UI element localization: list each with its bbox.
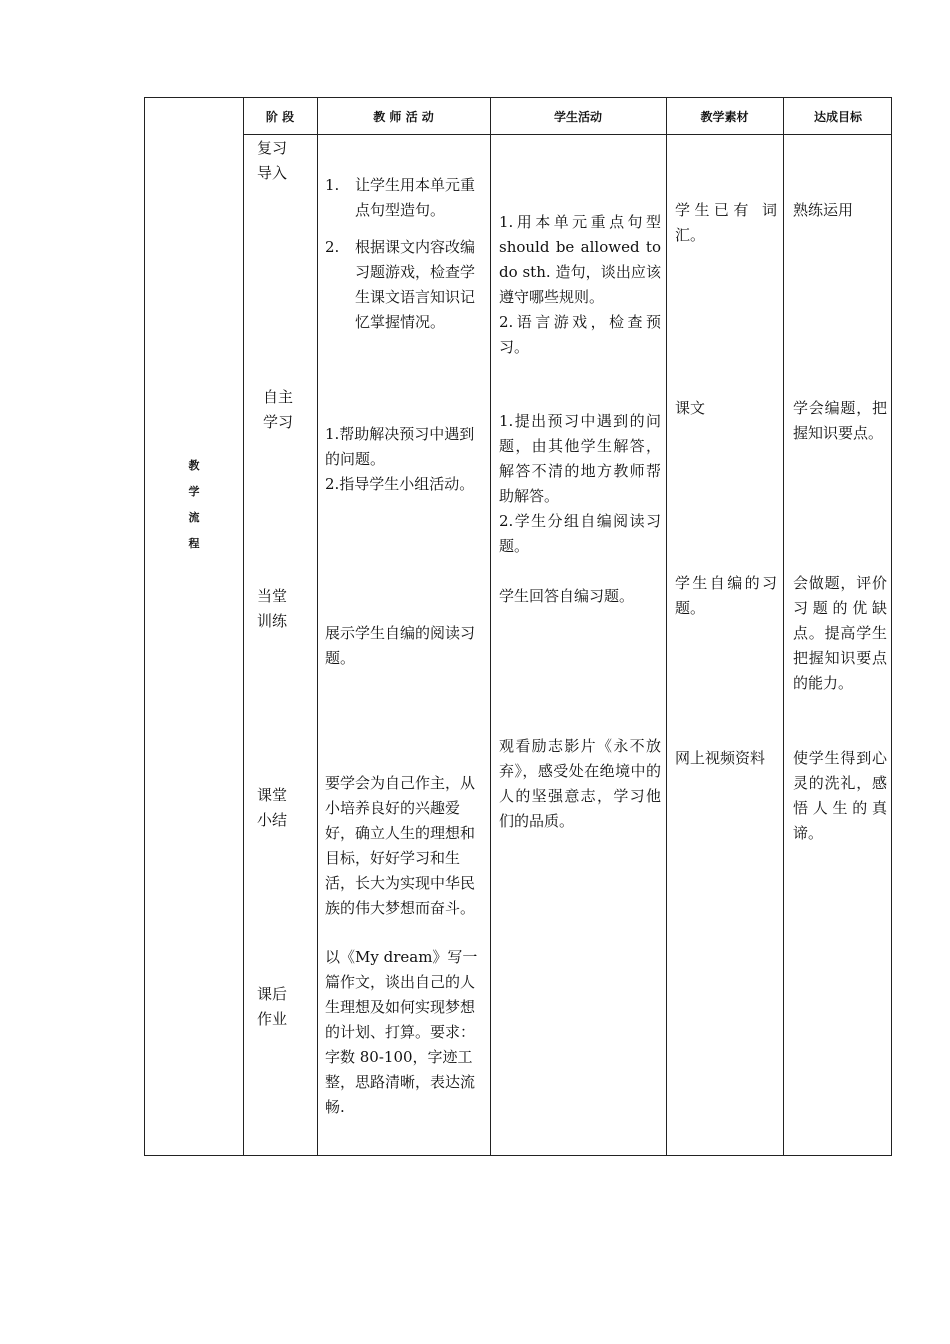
stage-summary: 课堂 小结 — [257, 786, 288, 829]
material-practice: 学生自编的习题。 — [675, 574, 777, 617]
list-item: 1. 让学生用本单元重点句型造句。 — [325, 176, 476, 219]
student-activity-summary: 观看励志影片《永不放弃》，感受处在绝境中的人的坚强意志，学习他们的品质。 — [499, 737, 661, 830]
teacher-activity-summary: 要学会为自己作主，从小培养良好的兴趣爱好，确立人生的理想和目标，好好学习和生活，长大为实现中华民族的伟大梦想而奋斗。 — [325, 774, 476, 917]
column-divider — [783, 98, 784, 1155]
student-activity-self-study: 1.提出预习中遇到的问题，由其他学生解答，解答不清的地方教师帮助解答。 2.学生分组自编阅读习题。 — [499, 412, 661, 555]
goal-self-study: 学会编题，把握知识要点。 — [793, 399, 887, 442]
student-activity-practice: 学生回答自编习题。 — [499, 587, 635, 605]
column-divider — [666, 98, 667, 1155]
teacher-activity-homework: 以《My dream》写一篇作文，谈出自己的人生理想及如何实现梦想的计划、打算。要求：字数 80-100，字迹工整，思路清晰，表达流畅. — [325, 948, 478, 1116]
goal-review: 熟练运用 — [793, 201, 854, 219]
student-activity-review: 1.用本单元重点句型 should be allowed to do sth. 造句，谈出应该遵守哪些规则。 2.语言游戏，检查预习。 — [499, 213, 661, 356]
material-summary: 网上视频资料 — [675, 749, 766, 767]
header-teacher-activity: 教 师 活 动 — [373, 109, 434, 124]
stage-review: 复习 导入 — [257, 139, 288, 182]
teacher-activity-review — [325, 173, 483, 347]
material-self-study: 课文 — [675, 399, 706, 417]
column-divider — [317, 98, 318, 1155]
teacher-activity-practice: 展示学生自编的阅读习题。 — [325, 624, 476, 667]
header-stage: 阶 段 — [265, 109, 295, 124]
header-student-activity: 学生活动 — [553, 109, 602, 124]
stage-homework: 课后 作业 — [257, 985, 288, 1028]
header-material: 教学素材 — [700, 109, 749, 124]
header-divider — [243, 134, 891, 135]
column-divider — [490, 98, 491, 1155]
list-item: 2. 根据课文内容改编习题游戏，检查学生课文语言知识记忆掌握情况。 — [325, 238, 476, 331]
header-goal: 达成目标 — [813, 109, 862, 124]
teacher-activity-self-study: 1.帮助解决预习中遇到的问题。 2.指导学生小组活动。 — [325, 425, 475, 493]
teaching-flow-table — [144, 97, 892, 1156]
column-divider — [243, 98, 244, 1155]
side-label: 教 学 流 程 — [188, 459, 200, 550]
stage-practice: 当堂 训练 — [257, 587, 288, 630]
goal-summary: 使学生得到心灵的洗礼，感悟人生的真谛。 — [793, 749, 887, 842]
material-review: 学生已有 词汇。 — [675, 201, 777, 244]
goal-practice: 会做题，评价习题的优缺点。提高学生把握知识要点的能力。 — [793, 574, 887, 692]
stage-self-study: 自主 学习 — [263, 388, 294, 431]
